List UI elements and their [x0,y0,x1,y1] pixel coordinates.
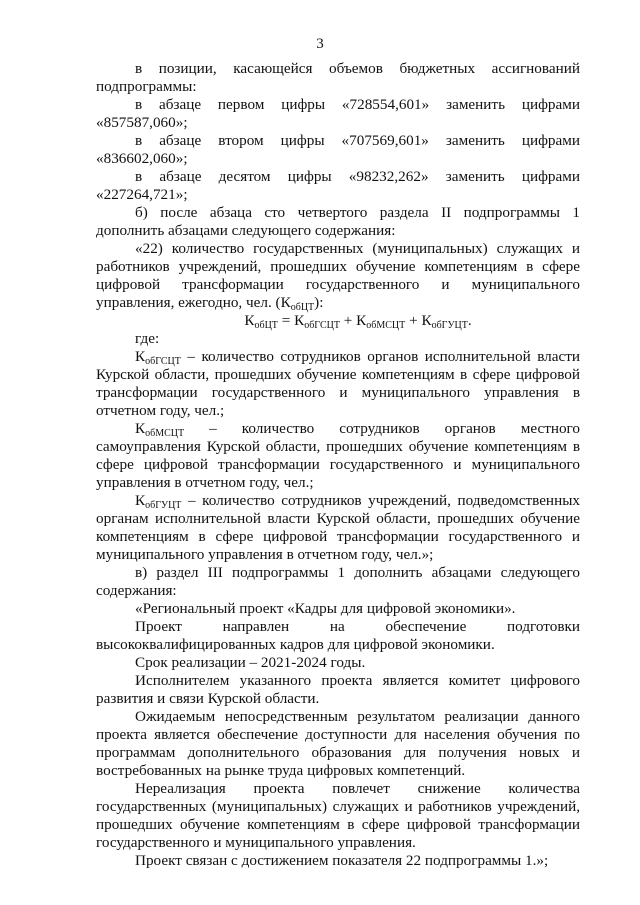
paragraph-tenth-amendment: в абзаце десятом цифры «98232,262» заменить цифрами «227264,721»; [96,168,580,203]
document-body [96,60,580,870]
paragraph-project-risk: Нереализация проекта повлечет снижение количества государственных (муниципальных) служащих и работников учреждений, прошедших обучение компетенциям в сфере цифровой трансформации государственного и муниципального управления. [96,780,580,851]
indicator-22-text: «22) количество государственных (муниципальных) служащих и работников учреждений, прошедших обучение компетенциям в сфере цифровой трансформации государственного и муниципального управления, ежегодно, чел. (К [96,240,580,311]
definition-guct: $К_{обГУЦТ}$ – количество сотрудников учреждений, подведомственных органам исполнительной власти Курской области, прошедших обучение компетенциям в сфере цифровой трансформации государственного и муниципального управления в отчетном году, чел.»; [96,492,580,563]
paragraph-project-term: Срок реализации – 2021-2024 годы. [135,654,366,671]
where-label: где: [135,330,160,347]
paragraph-second-amendment: в абзаце втором цифры «707569,601» заменить цифрами «836602,060»; [96,132,580,167]
paragraph-budget-position: в позиции, касающейся объемов бюджетных ассигнований подпрограммы: [96,60,580,95]
paragraph-first-amendment: в абзаце первом цифры «728554,601» заменить цифрами «857587,060»; [96,96,580,131]
paragraph-project-title: «Региональный проект «Кадры для цифровой экономики». [135,600,516,617]
paragraph-project-executor: Исполнителем указанного проекта является комитет цифрового развития и связи Курской области. [96,672,580,707]
definition-gsct: $К_{обГСЦТ}$ – количество сотрудников органов исполнительной власти Курской области, прошедших обучение компетенциям в сфере цифровой трансформации государственного и муниципального управления в отчетном году, чел.; [96,348,580,419]
paragraph-section-two-addition: б) после абзаца сто четвертого раздела II подпрограммы 1 дополнить абзацами следующего содержания: [96,204,580,239]
indicator-22-subscript: обЦТ [290,302,315,313]
definition-msct: $К_{обМСЦТ}$ – количество сотрудников органов местного самоуправления Курской области, прошедших обучение компетенциям в сфере цифровой трансформации государственного и муниципального управления в отчетном году, чел.; [96,420,580,491]
page-number: 3 [316,36,324,52]
paragraph-project-goal: Проект направлен на обеспечение подготовки высококвалифицированных кадров для цифровой экономики. [96,618,580,653]
indicator-22-tail: ): [314,294,324,311]
paragraph-project-result: Ожидаемым непосредственным результатом реализации данного проекта является обеспечение доступности для населения обучения по программам дополнительного образования для получения новых и востребованных на рынке труда цифровых компетенций. [96,708,580,779]
paragraph-indicator-22 [96,240,580,312]
formula: $К_{обЦТ} = К_{обГСЦТ} + К_{обМСЦТ} + К_{обГУЦТ}$. [244,312,472,331]
paragraph-section-three-addition: в) раздел III подпрограммы 1 дополнить абзацами следующего содержания: [96,564,580,599]
paragraph-project-indicator-link: Проект связан с достижением показателя 22 подпрограммы 1.»; [135,852,549,869]
